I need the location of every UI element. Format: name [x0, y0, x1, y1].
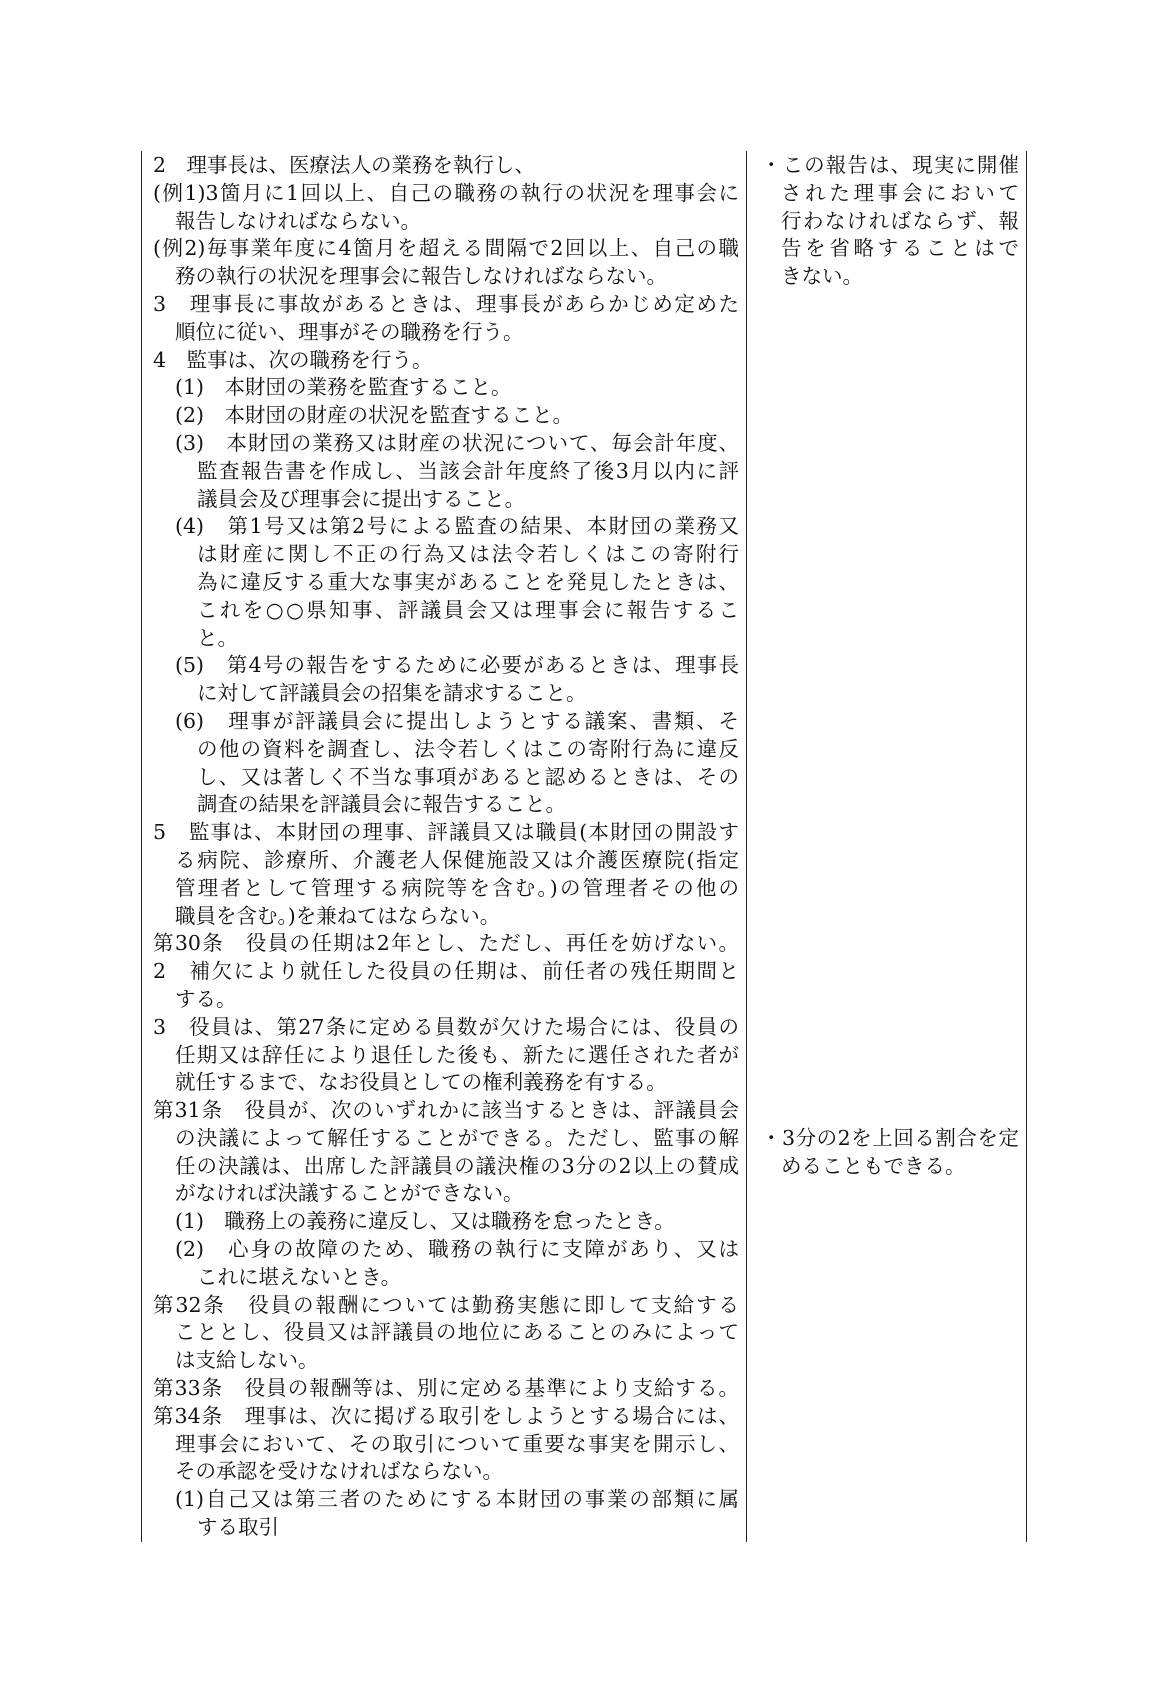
left-table-border: [141, 151, 142, 1542]
article-text-line: 為に違反する重大な事実があることを発見したときは、: [197, 569, 739, 594]
article-text-line: 5 監事は、本財団の理事、評議員又は職員(本財団の開設す: [153, 820, 739, 845]
article-text-line: 4 監事は、次の職務を行う。: [153, 347, 433, 372]
article-text-line: 第31条 役員が、次のいずれかに該当するときは、評議員会: [153, 1098, 739, 1123]
article-text-line: 3 理事長に事故があるときは、理事長があらかじめ定めた: [153, 291, 739, 316]
article-text-line: 理事会において、その取引について重要な事実を開示し、: [175, 1431, 739, 1456]
article-text-line: (3) 本財団の業務又は財産の状況について、毎会計年度、: [175, 430, 739, 455]
article-text-line: 第34条 理事は、次に掲げる取引をしようとする場合には、: [153, 1403, 739, 1428]
article-text-line: (1) 職務上の義務に違反し、又は職務を怠ったとき。: [175, 1209, 675, 1234]
article-text-line: する取引: [197, 1515, 279, 1540]
article-text-line: (4) 第1号又は第2号による監査の結果、本財団の業務又: [175, 514, 739, 539]
article-text-line: 2 補欠により就任した役員の任期は、前任者の残任期間と: [153, 959, 739, 984]
note-text-line: ・3分の2を上回る割合を定: [761, 1126, 1019, 1150]
note-text-line: ・この報告は、現実に開催: [761, 153, 1019, 177]
article-text-line: 任期又は辞任により退任した後も、新たに選任された者が: [175, 1042, 739, 1067]
article-text-line: の他の資料を調査し、法令若しくはこの寄附行為に違反: [197, 736, 739, 761]
article-text-line: 調査の結果を評議員会に報告すること。: [197, 792, 566, 817]
article-text-line: 第33条 役員の報酬等は、別に定める基準により支給する。: [153, 1376, 739, 1401]
article-text-line: る病院、診療所、介護老人保健施設又は介護医療院(指定: [175, 847, 739, 872]
article-text-line: これに堪えないとき。: [197, 1264, 402, 1289]
article-text-line: 管理者として管理する病院等を含む。)の管理者その他の: [175, 875, 739, 900]
article-text-line: (例1)3箇月に1回以上、自己の職務の執行の状況を理事会に: [153, 180, 739, 205]
article-text-line: (1)自己又は第三者のためにする本財団の事業の部類に属: [175, 1487, 739, 1512]
note-block: [761, 152, 1019, 291]
article-text-line: は財産に関し不正の行為又は法令若しくはこの寄附行: [197, 542, 739, 567]
note-text-line: めることもできる。: [781, 1153, 966, 1178]
note-text-line: きない。: [781, 264, 863, 289]
article-text-line: 議員会及び理事会に提出すること。: [197, 486, 525, 511]
article-text-line: 就任するまで、なお役員としての権利義務を有する。: [175, 1070, 667, 1095]
article-text-line: 報告しなければならない。: [175, 208, 421, 233]
article-text-line: (1) 本財団の業務を監査すること。: [175, 375, 512, 400]
article-text-line: 第32条 役員の報酬については勤務実態に即して支給する: [153, 1292, 739, 1317]
article-text-line: その承認を受けなければならない。: [175, 1459, 503, 1484]
right-table-border: [1026, 151, 1027, 1542]
article-text-line: (例2)毎事業年度に4箇月を超える間隔で2回以上、自己の職: [153, 236, 739, 261]
note-text-line: 行わなければならず、報: [781, 208, 1019, 233]
article-text-line: 職員を含む。)を兼ねてはならない。: [175, 903, 501, 928]
article-text-line: 2 理事長は、医療法人の業務を執行し、: [153, 153, 536, 177]
article-text-line: 第30条 役員の任期は2年とし、ただし、再任を妨げない。: [153, 931, 739, 956]
article-text-line: これを○○県知事、評議員会又は理事会に報告するこ: [197, 597, 739, 622]
article-text-line: は支給しない。: [175, 1348, 319, 1373]
article-text-line: 任の決議は、出席した評議員の議決権の3分の2以上の賛成: [175, 1153, 739, 1178]
article-text-line: がなければ決議することができない。: [175, 1181, 524, 1206]
article-text-line: と。: [197, 625, 238, 650]
column-divider: [746, 151, 747, 1542]
article-text-line: 3 役員は、第27条に定める員数が欠けた場合には、役員の: [153, 1014, 739, 1039]
note-block: [761, 1125, 1019, 1181]
article-text-line: 監査報告書を作成し、当該会計年度終了後3月以内に評: [197, 458, 739, 483]
article-text-line: に対して評議員会の招集を請求すること。: [197, 681, 587, 706]
note-text-line: 告を省略することはで: [781, 236, 1019, 261]
article-text-line: (2) 心身の故障のため、職務の執行に支障があり、又は: [175, 1237, 739, 1262]
article-text-line: し、又は著しく不当な事項があると認めるときは、その: [197, 764, 739, 789]
article-text-line: (5) 第4号の報告をするために必要があるときは、理事長: [175, 653, 739, 678]
article-text-line: 務の執行の状況を理事会に報告しなければならない。: [175, 264, 667, 289]
articles-column: [153, 152, 739, 1542]
article-text-line: (6) 理事が評議員会に提出しようとする議案、書類、そ: [175, 708, 739, 733]
article-text-line: (2) 本財団の財産の状況を監査すること。: [175, 403, 574, 428]
article-text-line: の決議によって解任することができる。ただし、監事の解: [175, 1125, 739, 1150]
article-text-line: こととし、役員又は評議員の地位にあることのみによって: [175, 1320, 739, 1345]
article-text-line: する。: [175, 986, 237, 1011]
article-text-line: 順位に従い、理事がその職務を行う。: [175, 319, 524, 344]
note-text-line: された理事会において: [781, 180, 1019, 205]
